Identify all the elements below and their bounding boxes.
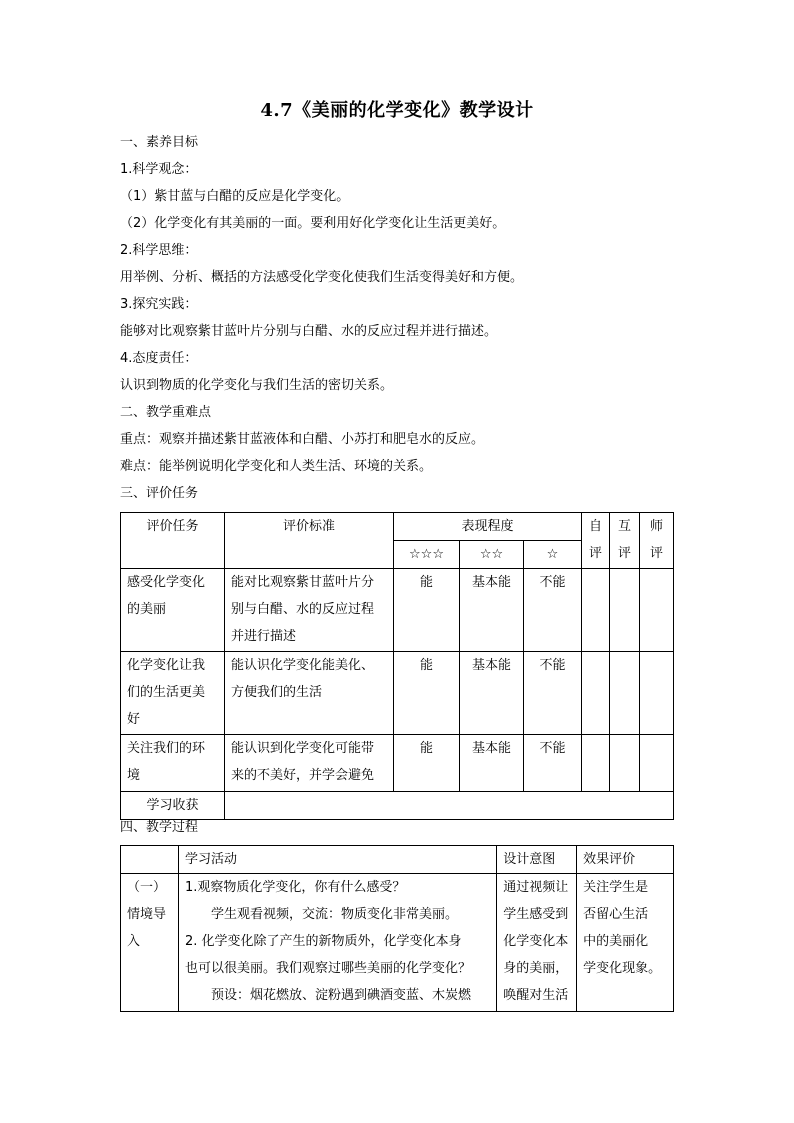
header-eval-standard: 评价标准 [225, 513, 394, 569]
teacher-eval-cell [640, 569, 674, 652]
table-row [121, 652, 674, 735]
section-heading-eval-tasks: 三、评价任务 [120, 486, 199, 501]
header-self-eval: 自 评 [582, 513, 610, 569]
header-performance-level: 表现程度 [394, 513, 582, 541]
table-row [121, 735, 674, 792]
header-learning-activity: 学习活动 [178, 846, 496, 874]
teacher-eval-cell [640, 652, 674, 735]
self-eval-cell [582, 735, 610, 792]
header-three-stars: ☆☆☆ [394, 541, 460, 569]
level-cell: 能 [394, 652, 460, 735]
learning-harvest-label: 学习收获 [121, 792, 225, 820]
section-heading-process: 四、教学过程 [120, 820, 199, 835]
text-line: 用举例、分析、概括的方法感受化学变化使我们生活变得美好和方便。 [120, 270, 524, 285]
stage-cell: （一） 情境导 入 [121, 874, 179, 1012]
header-stage [121, 846, 179, 874]
teacher-eval-cell [640, 735, 674, 792]
level-cell: 基本能 [460, 569, 524, 652]
section-heading-keypoints: 二、教学重难点 [120, 405, 212, 420]
section-heading-goals: 一、素养目标 [120, 135, 199, 150]
table-row [121, 569, 674, 652]
eval-standard-cell: 能认识化学变化能美化、 方便我们的生活 [225, 652, 394, 735]
header-teacher-eval: 师 评 [640, 513, 674, 569]
eval-task-cell: 化学变化让我 们的生活更美 好 [121, 652, 225, 735]
eval-task-cell: 感受化学变化 的美丽 [121, 569, 225, 652]
self-eval-cell [582, 569, 610, 652]
peer-eval-cell [610, 735, 640, 792]
level-cell: 不能 [524, 735, 582, 792]
level-cell: 不能 [524, 569, 582, 652]
header-design-intent: 设计意图 [497, 846, 577, 874]
text-line: 认识到物质的化学变化与我们生活的密切关系。 [120, 378, 394, 393]
level-cell: 基本能 [460, 652, 524, 735]
peer-eval-cell [610, 569, 640, 652]
text-line: （1）紫甘蓝与白醋的反应是化学变化。 [120, 189, 350, 204]
document-title: 4.7《美丽的化学变化》教学设计 [260, 100, 534, 121]
header-eval-task: 评价任务 [121, 513, 225, 569]
header-one-star: ☆ [524, 541, 582, 569]
self-eval-cell [582, 652, 610, 735]
text-line: 4.态度责任： [120, 351, 198, 366]
level-cell: 不能 [524, 652, 582, 735]
text-line: 1.科学观念： [120, 162, 198, 177]
level-cell: 能 [394, 569, 460, 652]
table-row [121, 792, 674, 820]
text-line: 3.探究实践： [120, 297, 198, 312]
text-line: （2）化学变化有其美丽的一面。要利用好化学变化让生活更美好。 [120, 216, 506, 231]
peer-eval-cell [610, 652, 640, 735]
activity-cell: 1.观察物质化学变化，你有什么感受？ 学生观看视频，交流：物质变化非常美丽。 2. 化学变化除了产生的新物质外，化学变化本身 也可以很美丽。我们观察过哪些美丽的化学变化？ 预设：烟花燃放、淀粉遇到碘酒变蓝、木炭燃 [178, 874, 496, 1012]
text-line: 能够对比观察紫甘蓝叶片分别与白醋、水的反应过程并进行描述。 [120, 324, 498, 339]
table-row [121, 874, 674, 1012]
text-line: 难点：能举例说明化学变化和人类生活、环境的关系。 [120, 459, 433, 474]
evaluation-table [120, 512, 674, 820]
header-peer-eval: 互 评 [610, 513, 640, 569]
text-line: 重点：观察并描述紫甘蓝液体和白醋、小苏打和肥皂水的反应。 [120, 432, 485, 447]
level-cell: 基本能 [460, 735, 524, 792]
evaluation-cell: 关注学生是 否留心生活 中的美丽化 学变化现象。 [577, 874, 674, 1012]
header-effect-evaluation: 效果评价 [577, 846, 674, 874]
eval-task-cell: 关注我们的环 境 [121, 735, 225, 792]
text-line: 2.科学思维： [120, 243, 198, 258]
intent-cell: 通过视频让 学生感受到 化学变化本 身的美丽， 唤醒对生活 [497, 874, 577, 1012]
header-two-stars: ☆☆ [460, 541, 524, 569]
teaching-process-table [120, 845, 674, 1012]
learning-harvest-cell [225, 792, 674, 820]
eval-standard-cell: 能认识到化学变化可能带 来的不美好，并学会避免 [225, 735, 394, 792]
level-cell: 能 [394, 735, 460, 792]
eval-standard-cell: 能对比观察紫甘蓝叶片分 别与白醋、水的反应过程 并进行描述 [225, 569, 394, 652]
